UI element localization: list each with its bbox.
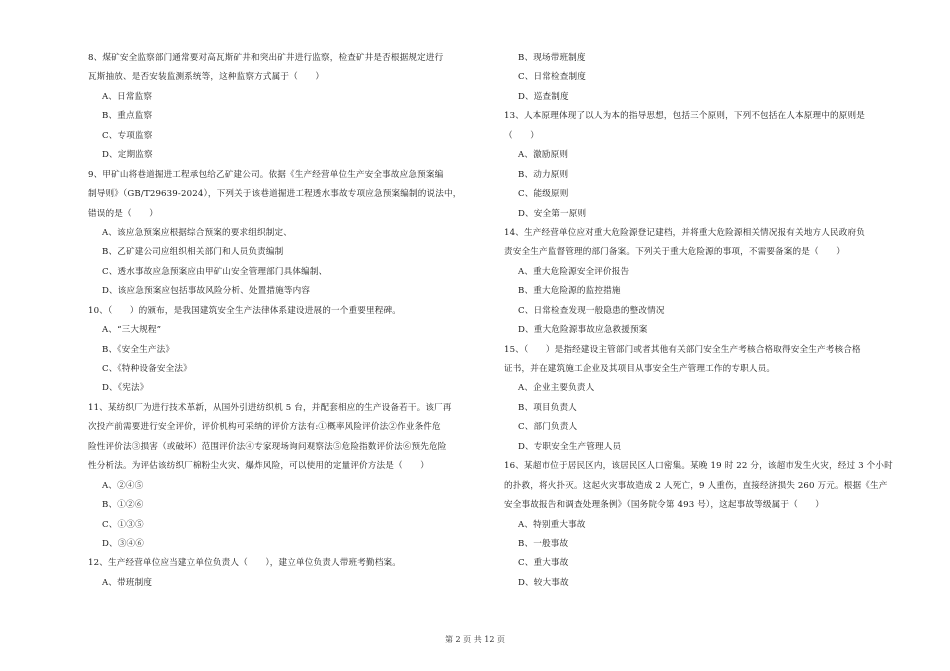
question-text: 14、生产经营单位应对重大危险源登记建档，并将重大危险源相关情况报有关地方人民政府负 [504, 227, 865, 238]
question-text: 险性评价法③损害（或破坏）范围评价法④专家现场询问观察法⑤危险指数评价法⑥预先危险 [88, 441, 447, 452]
answer-option: C、透水事故应急预案应由甲矿山安全管理部门具体编制、 [102, 266, 328, 277]
question-text: 证书，并在建筑施工企业及其项目从事安全生产管理工作的专职人员。 [504, 364, 776, 374]
question-text: 的扑救，将火扑灭。这起火灾事故造成 2 人死亡，9 人重伤，直接经济损失 260 万元。根据《生产 [504, 480, 888, 491]
question-text: 8、煤矿安全监察部门通常要对高瓦斯矿井和突出矿井进行监察，检查矿井是否根据规定进行 [88, 53, 444, 63]
question-text: 9、甲矿山将巷道掘进工程承包给乙矿建公司。依据《生产经营单位生产安全事故应急预案编 [88, 169, 444, 180]
question-text: 13、人本原理体现了以人为本的指导思想，包括三个原则，下列不包括在人本原理中的原则是 [504, 111, 865, 122]
question-text: 10、（ ）的颁布，是我国建筑安全生产法律体系建设进展的一个重要里程碑。 [88, 305, 401, 316]
answer-option: C、日常检查发现一般隐患的整改情况 [518, 305, 665, 316]
question-text: （ ） [504, 130, 539, 141]
answer-option: A、激励原则 [518, 150, 569, 161]
answer-option: C、部门负责人 [518, 422, 578, 433]
answer-option: B、重大危险源的监控措施 [518, 286, 621, 297]
answer-option: C、①③⑤ [102, 519, 144, 530]
answer-option: C、《特种设备安全法》 [102, 364, 192, 374]
answer-option: D、专职安全生产管理人员 [518, 441, 622, 452]
question-text: 性分析法。为评估该纺织厂棉粉尘火灾、爆炸风险，可以使用的定量评价方法是（ ） [88, 461, 430, 472]
question-text: 11、某纺织厂为进行技术革新，从国外引进纺织机 5 台，并配套相应的生产设备若干。该厂再 [88, 402, 452, 413]
answer-option: A、带班制度 [102, 577, 153, 588]
answer-option: A、该应急预案应根据综合预案的要求组织制定、 [102, 227, 292, 238]
left-column [88, 49, 496, 593]
answer-option: B、一般事故 [518, 538, 569, 549]
answer-option: A、日常监察 [102, 91, 153, 102]
question-text: 12、生产经营单位应当建立单位负责人（ ），建立单位负责人带班考勤档案。 [88, 558, 401, 569]
question-text: 安全事故报告和调查处理条例》（国务院令第 493 号），这起事故等级属于（ ） [504, 500, 825, 511]
answer-option: B、现场带班制度 [518, 53, 586, 63]
question-text: 制导则》（GB/T29639-2024），下列关于该巷道掘进工程透水事故专项应急预案编制的说法中， [88, 189, 462, 200]
answer-option: B、动力原则 [518, 169, 569, 180]
answer-option: D、巡查制度 [518, 91, 569, 102]
page-footer: 第 2 页 共 12 页 [445, 635, 505, 644]
answer-option: B、重点监察 [102, 111, 153, 122]
answer-option: C、能级原则 [518, 189, 569, 200]
answer-option: D、定期监察 [102, 150, 153, 161]
answer-option: D、《宪法》 [102, 383, 149, 394]
answer-option: D、安全第一原则 [518, 208, 587, 219]
question-text: 16、某超市位于居民区内，该居民区人口密集。某晚 19 时 22 分，该超市发生火灾，经过 3 个小时 [504, 461, 893, 472]
answer-option: A、企业主要负责人 [518, 383, 595, 394]
answer-option: A、“三大规程” [102, 325, 162, 336]
question-text: 15、（ ）是指经建设主管部门或者其他有关部门安全生产考核合格取得安全生产考核合格 [504, 344, 861, 355]
answer-option: C、日常检查制度 [518, 72, 586, 83]
answer-option: D、重大危险源事故应急救援预案 [518, 325, 648, 336]
answer-option: C、重大事故 [518, 558, 569, 569]
question-text: 次投产前需要进行安全评价，评价机构可采纳的评价方法有:①概率风险评价法②作业条件危 [88, 422, 441, 433]
answer-option: B、①②⑥ [102, 500, 144, 511]
answer-option: B、《安全生产法》 [102, 344, 175, 355]
right-column [504, 49, 912, 593]
answer-option: A、重大危险源安全评价报告 [518, 266, 630, 277]
question-text: 责安全生产监督管理的部门备案。下列关于重大危险源的事项，不需要备案的是（ ） [504, 247, 846, 258]
answer-option: B、项目负责人 [518, 402, 577, 413]
answer-option: D、该应急预案应包括事故风险分析、处置措施等内容 [102, 286, 311, 297]
answer-option: B、乙矿建公司应组织相关部门和人员负责编制 [102, 247, 284, 258]
question-text: 瓦斯抽放、是否安装监测系统等，这种监察方式属于（ ） [88, 72, 325, 83]
answer-option: A、特别重大事故 [518, 519, 586, 530]
answer-option: A、②④⑤ [102, 480, 144, 491]
question-text: 错误的是（ ） [88, 208, 158, 219]
answer-option: D、③④⑥ [102, 538, 145, 549]
answer-option: D、较大事故 [518, 577, 569, 588]
answer-option: C、专项监察 [102, 130, 153, 141]
